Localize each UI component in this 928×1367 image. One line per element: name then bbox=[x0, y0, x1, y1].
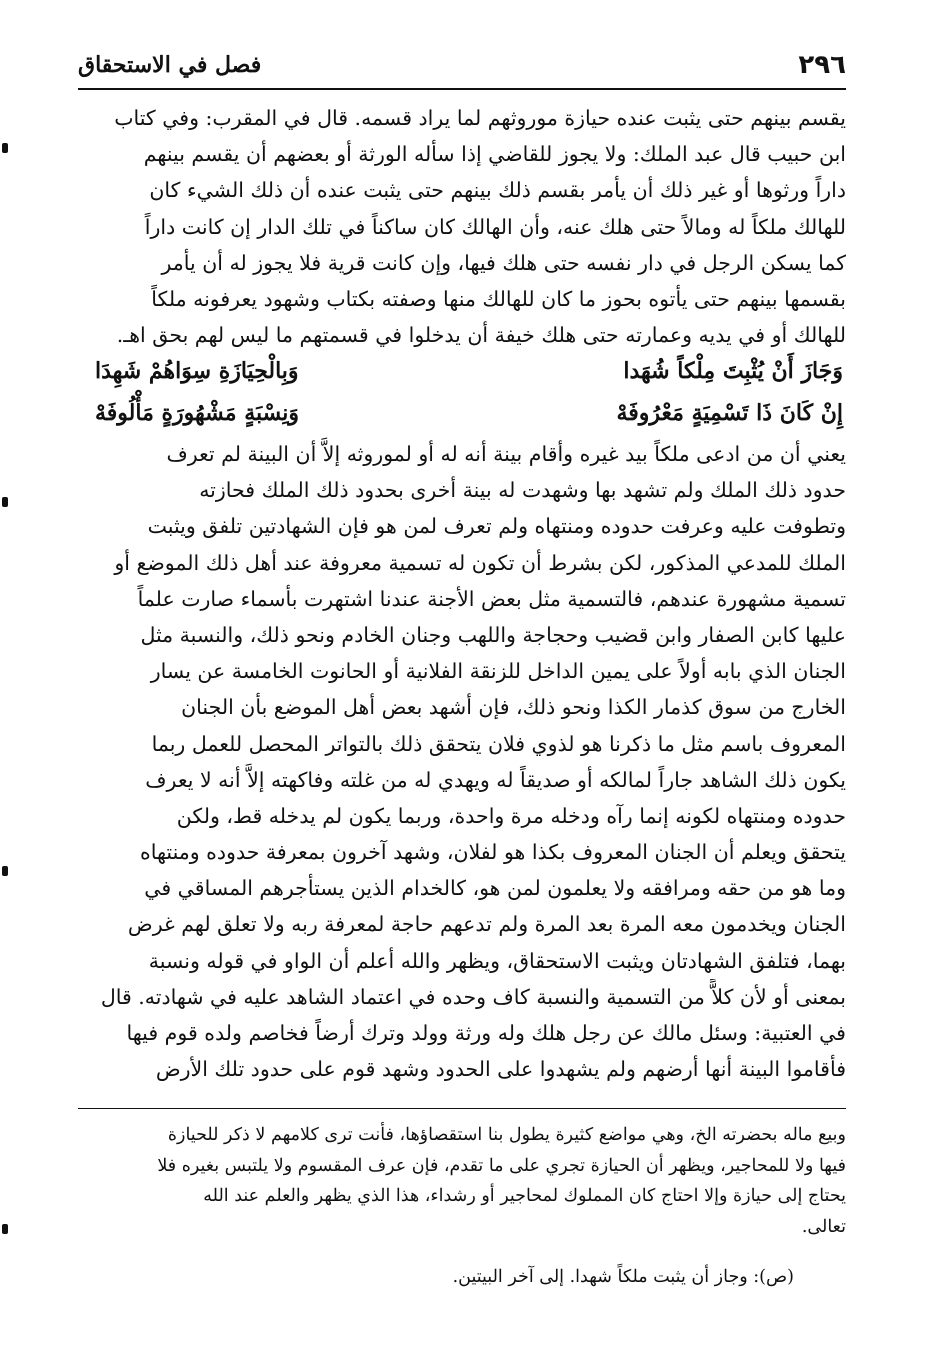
text-line: بهما، فتلفق الشهادتان ويثبت الاستحقاق، ويظهر والله أعلم أن الواو في قوله ونسبة bbox=[148, 948, 846, 973]
text-line: حدود ذلك الملك ولم تشهد بها وشهدت له بينة أخرى بحدود ذلك الملك فحازته bbox=[199, 478, 846, 503]
text-line: ابن حبيب قال عبد الملك: ولا يجوز للقاضي إذا سأله الورثة أو بعضهم أن يقسم بينهم bbox=[143, 142, 846, 167]
footnote-separator bbox=[78, 1108, 846, 1109]
text-line: حدوده ومنتهاه لكونه إنما رآه ودخله مرة واحدة، وربما يكون لم يدخله قط، ولكن bbox=[176, 803, 846, 828]
text-line: يكون ذلك الشاهد جاراً لمالكه أو صديقاً له ويهدي له من غلته وفاكهته إلاَّ أنه لا يعرف bbox=[145, 767, 846, 792]
binding-mark bbox=[2, 497, 8, 507]
text-line: للهالك ملكاً له ومالاً حتى هلك عنه، وأن الهالك كان ساكناً في تلك الدار إن كانت داراً bbox=[144, 214, 846, 239]
binding-mark bbox=[2, 1224, 8, 1234]
footnote-block bbox=[78, 1120, 846, 1242]
verse-reference-note: (ص): وجاز أن يثبت ملكاً شهدا. إلى آخر البيتين. bbox=[452, 1267, 794, 1287]
verse-first-hemistich: إِنْ كَانَ ذَا تَسْمِيَةٍ مَعْرُوفَهْ bbox=[616, 400, 843, 426]
text-line: الملك للمدعي المذكور، لكن بشرط أن تكون له تسمية معروفة عند أهل ذلك الموضع أو bbox=[114, 550, 846, 575]
footnote-line: تعالى. bbox=[801, 1216, 846, 1237]
verse-first-hemistich: وَجَازَ أَنْ يُثْبِتَ مِلْكاً شُهَدا bbox=[623, 358, 843, 384]
verse-line-2 bbox=[95, 396, 843, 438]
text-line: الجنان الذي بابه أولاً على يمين الداخل للزنقة الفلانية أو الحانوت الخامسة عن يسار bbox=[150, 659, 846, 684]
text-line: عليها كابن الصفار وابن قضيب وحجاجة واللهب وجنان الخادم ونحو ذلك، والنسبة مثل bbox=[140, 622, 846, 647]
text-line: وما هو من حقه ومرافقه ولا يعلمون لمن هو، كالخدام الذين يستأجرهم المساقي في bbox=[144, 876, 846, 901]
text-line: الخارج من سوق كذمار الكذا ونحو ذلك، فإن أشهد بعض أهل الموضع بأن الجنان bbox=[181, 695, 846, 720]
verse-second-hemistich: وَبِالْحِيَازَةِ سِوَاهُمْ شَهِدَا bbox=[95, 358, 299, 384]
text-line: كما يسكن الرجل في دار نفسه حتى هلك فيها، وإن كانت قرية فلا يجوز له أن يأمر bbox=[161, 250, 846, 275]
verse-second-hemistich: وَنِسْبَةٍ مَشْهُورَةٍ مَأْلُوفَهْ bbox=[95, 400, 300, 426]
text-line: يعني أن من ادعى ملكاً بيد غيره وأقام بينة أنه له أو لموروثه إلاَّ أن البينة لم تعرف bbox=[166, 442, 846, 466]
text-line: الجنان ويخدمون معه المرة بعد المرة ولم تدعهم حاجة لمعرفة ربه ولا تعلق لهم غرض bbox=[127, 912, 846, 937]
text-line: داراً ورثوها أو غير ذلك أن يأمر بقسم ذلك بينهم حتى يثبت عنده أن ذلك الشيء كان bbox=[149, 178, 846, 203]
footnote-line: يحتاج إلى حيازة وإلا احتاج كان المملوك لمحاجير أو رشداء، هذا الذي يظهر والعلم عند الله bbox=[203, 1186, 846, 1206]
verse-line-1 bbox=[95, 354, 843, 396]
text-line: في العتبية: وسئل مالك عن رجل هلك وله ورثة وولد وترك أرضاً فخاصم ولده قوم فيها bbox=[126, 1021, 846, 1045]
poem-verses bbox=[95, 354, 843, 438]
text-line: بقسمها بينهم حتى يأتوه بحوز ما كان للهالك منها وصفته بكتاب وشهود يعرفونه ملكاً bbox=[151, 286, 846, 311]
footnote-line: فيها ولا للمحاجير، ويظهر أن الحيازة تجري على ما تقدم، فإن عرف المقسوم ولا يلتبس بغيره فلا bbox=[157, 1155, 846, 1176]
text-line: يقسم بينهم حتى يثبت عنده حيازة موروثهم لما يراد قسمه. قال في المقرب: وفي كتاب bbox=[114, 106, 846, 130]
page-number: ٢٩٦ bbox=[798, 50, 846, 80]
text-line: وتطوفت عليه وعرفت حدوده ومنتهاه ولم تعرف لمن هو فإن الشهادتين تلفق ويثبت bbox=[147, 514, 846, 539]
main-text-block-2 bbox=[78, 436, 846, 1087]
text-line: بمعنى أو لأن كلاًّ من التسمية والنسبة كاف وحده في اعتماد الشاهد عليه في شهادته. قال bbox=[100, 984, 846, 1009]
binding-mark bbox=[2, 866, 8, 876]
running-title: فصل في الاستحقاق bbox=[78, 52, 262, 78]
binding-mark bbox=[2, 143, 8, 153]
text-line: المعروف باسم مثل ما ذكرنا هو لذوي فلان يتحقق ذلك بالتواتر المحصل للعمل ربما bbox=[151, 731, 846, 756]
main-text-block-1 bbox=[78, 100, 846, 353]
text-line: فأقاموا البينة أنها أرضهم ولم يشهدوا على الحدود وشهد قوم على حدود تلك الأرض bbox=[155, 1057, 846, 1082]
page-header bbox=[78, 46, 846, 90]
text-line: للهالك أو في يديه وعمارته حتى هلك خيفة أن يدخلوا في قسمتهم ما ليس لهم بحق اهـ. bbox=[116, 323, 846, 348]
header-rule bbox=[78, 88, 846, 90]
text-line: تسمية مشهورة عندهم، فالتسمية مثل بعض الأجنة عندنا اشتهرت بأسماء صارت علماً bbox=[137, 586, 846, 611]
footnote-line: وبيع ماله بحضرته الخ، وهي مواضع كثيرة يطول بنا استقصاؤها، فأنت ترى كلامهم لا ذكر للحيازة bbox=[167, 1125, 846, 1145]
text-line: يتحقق ويعلم أن الجنان المعروف بكذا هو لفلان، وشهد آخرون بمعرفة حدوده ومنتهاه bbox=[139, 840, 846, 865]
